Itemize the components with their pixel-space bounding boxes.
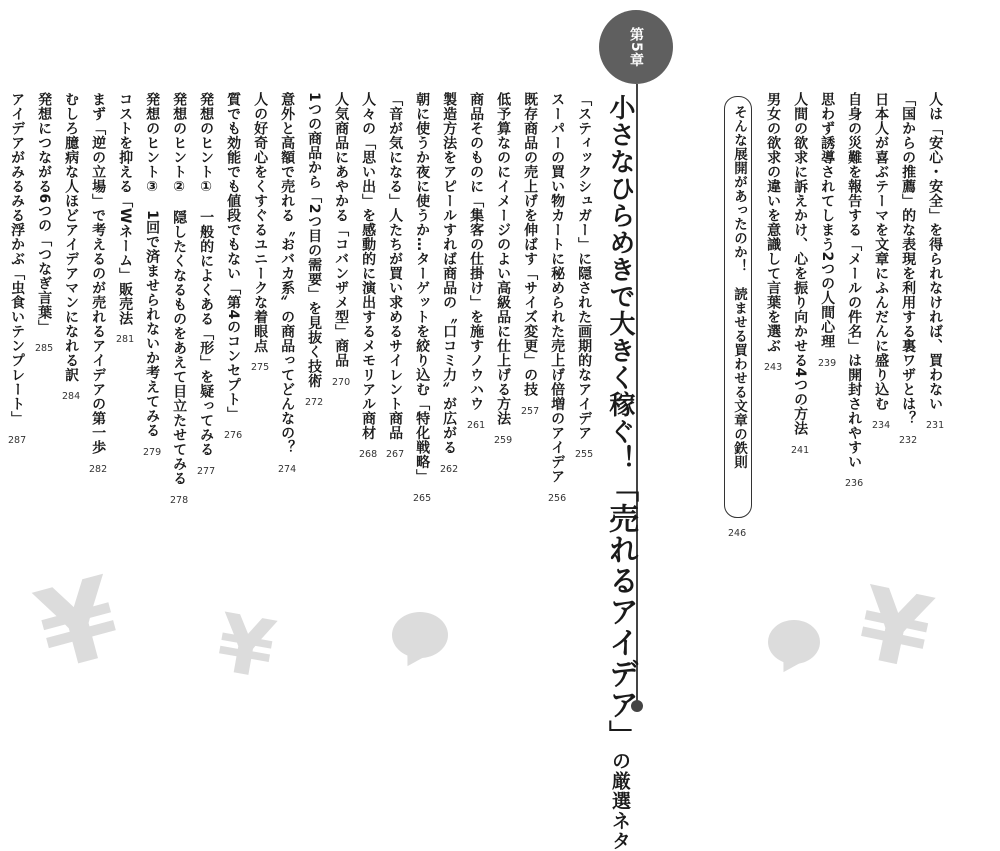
section-page-number: 246 (728, 528, 747, 539)
toc-entry: 製造方法をアピールすれば商品の〝口コミ力〟が広がる262 (440, 92, 459, 475)
toc-entry: 人の好奇心をくすぐるユニークな着眼点275 (251, 92, 270, 373)
chapter-title-part3: の厳選ネタ (609, 751, 631, 851)
toc-entry: 思わず誘導されてしまう2つの人間心理239 (818, 92, 837, 369)
toc-entry: 低予算なのにイメージのよい高級品に仕上げる方法259 (494, 92, 513, 446)
toc-entry: 男女の欲求の違いを意識して言葉を選ぶ243 (764, 92, 783, 373)
speech-bubble-icon (768, 620, 820, 664)
speech-bubble-icon (392, 612, 448, 658)
toc-entry: まず「逆の立場」で考えるのが売れるアイデアの第一歩282 (89, 92, 108, 475)
toc-entry: 質でも効能でも値段でもない「第4のコンセプト」276 (224, 92, 243, 442)
toc-entry: 人々の「思い出」を感動的に演出するメモリアル商材268 (359, 92, 378, 460)
toc-entry: 自身の災難を報告する「メールの件名」は開封されやすい236 (845, 92, 864, 489)
chapter-number: 第5章 (628, 26, 644, 68)
toc-entry: 意外と高額で売れる〝おバカ系〟の商品ってどんなの？274 (278, 92, 297, 475)
yen-icon: ¥ (848, 564, 941, 693)
toc-entry: スーパーの買い物カートに秘められた売上げ倍増のアイデア256 (548, 92, 567, 504)
toc-entry: 「音が気になる」人たちが買い求めるサイレント商品267 (386, 92, 405, 460)
yen-icon: ¥ (24, 552, 132, 696)
toc-entry: 人間の欲求に訴えかけ、心を振り向かせる4つの方法241 (791, 92, 810, 456)
toc-entry: コストを抑える「Wネーム」販売法281 (116, 92, 135, 346)
yen-icon: ¥ (210, 595, 282, 698)
toc-entry: 人気商品にあやかる「コバンザメ型」商品270 (332, 92, 351, 388)
chapter-title-part1: 小さなひらめきで大きく稼ぐ！ (605, 94, 635, 472)
toc-entry: 商品そのものに「集客の仕掛け」を施すノウハウ261 (467, 92, 486, 431)
toc-entry: 発想のヒント① 一般的によくある「形」を疑ってみる277 (197, 92, 216, 477)
toc-entry: 既存商品の売上げを伸ばす「サイズ変更」の技257 (521, 92, 540, 417)
toc-entry: 発想のヒント② 隠したくなるものをあえて目立たせてみる278 (170, 92, 189, 506)
section-heading-box (724, 96, 752, 518)
toc-entry: 「国からの推薦」的な表現を利用する裏ワザとは？232 (899, 92, 918, 446)
toc-entry: 「スティックシュガー」に隠された画期的なアイデア255 (575, 92, 594, 460)
toc-entry: 朝に使うか夜に使うか…ターゲットを絞り込む「特化戦略」265 (413, 92, 432, 504)
chapter-title-part2: 「売れるアイデア」 (603, 472, 638, 751)
toc-entry: アイデアがみるみる浮かぶ「虫食いテンプレート」287 (8, 92, 27, 446)
section-heading: そんな展開があったのか！ 読ませる買わせる文章の鉄則 (731, 105, 747, 469)
chapter-badge (599, 10, 673, 84)
chapter-title (603, 94, 638, 851)
toc-entry: 1つの商品から「2つ目の需要」を見抜く技術272 (305, 92, 324, 408)
toc-entry: 発想のヒント③ 1回で済ませられないか考えてみる279 (143, 92, 162, 458)
toc-entry: 日本人が喜ぶテーマを文章にふんだんに盛り込む234 (872, 92, 891, 431)
toc-entry: 発想につながる6つの「つなぎ言葉」285 (35, 92, 54, 355)
toc-entry: むしろ臆病な人ほどアイデアマンになれる訳284 (62, 92, 81, 402)
toc-entry: 人は「安心・安全」を得られなければ、買わない231 (926, 92, 945, 431)
